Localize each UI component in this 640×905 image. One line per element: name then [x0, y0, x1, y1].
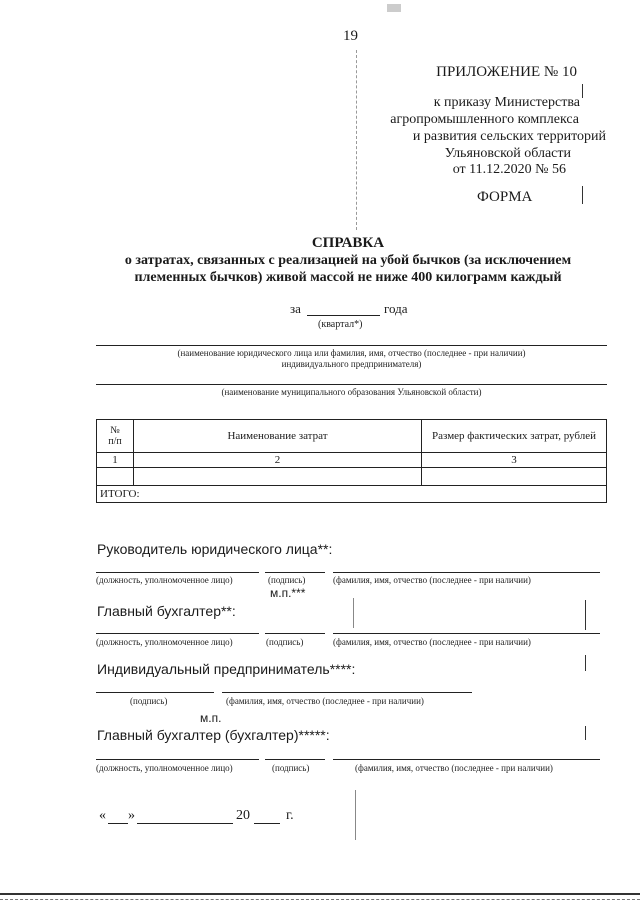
scan-right-edge-mark — [585, 655, 586, 671]
stamp-label: м.п. — [200, 711, 222, 725]
scan-bottom-border — [0, 893, 640, 895]
stamp-label: м.п.*** — [270, 586, 306, 600]
chief-accountant-label: Главный бухгалтер**: — [97, 603, 236, 619]
header-cell-cost-name: Наименование затрат — [134, 420, 422, 453]
head-caption-position: (должность, уполномоченное лицо) — [96, 575, 233, 585]
doc-title: СПРАВКА — [311, 235, 385, 251]
chief-name-line[interactable] — [333, 633, 600, 634]
header-num-line2: п/п — [108, 436, 122, 447]
date-close-quote: » — [128, 808, 135, 823]
accountant-caption-position: (должность, уполномоченное лицо) — [96, 763, 233, 773]
header-line: и развития сельских территорий — [412, 129, 606, 144]
total-label — [97, 486, 607, 503]
header-line: агропромышленного комплекса — [390, 112, 579, 127]
header-num-line1: № — [110, 425, 120, 436]
accountant-signature-line[interactable] — [265, 759, 325, 760]
accountant-caption-name: (фамилия, имя, отчество (последнее - при наличии) — [355, 763, 553, 773]
chief-caption-name: (фамилия, имя, отчество (последнее - при наличии) — [333, 637, 531, 647]
municipality-caption: (наименование муниципального образования Ульяновской области) — [221, 387, 482, 397]
header-line: к приказу Министерства — [433, 95, 580, 110]
period-prefix: за — [290, 301, 301, 316]
doc-subtitle-line2: племенных бычков) живой массой не ниже 400 килограмм каждый — [134, 270, 562, 285]
entrepreneur-caption-name: (фамилия, имя, отчество (последнее - при наличии) — [226, 696, 424, 706]
table-cell: 2 — [134, 453, 422, 468]
scan-mid-mark — [353, 598, 354, 628]
appendix-title: ПРИЛОЖЕНИЕ № 10 — [436, 64, 577, 80]
scan-bottom-border — [0, 899, 640, 900]
form-label: ФОРМА — [477, 189, 533, 205]
date-day-line[interactable] — [108, 823, 128, 824]
chief-position-line[interactable] — [96, 633, 259, 634]
legal-entity-input-line[interactable] — [96, 345, 607, 346]
table-cell: 3 — [422, 453, 607, 468]
costs-table — [96, 419, 607, 503]
page-number: 19 — [343, 28, 358, 44]
header-cell-cost-amount: Размер фактических затрат, рублей — [422, 420, 607, 453]
accountant-label: Главный бухгалтер (бухгалтер)*****: — [97, 727, 330, 743]
date-year-prefix: 20 — [236, 808, 250, 823]
legal-entity-caption: (наименование юридического лица или фамилия, имя, отчество (последнее - при наличии) — [177, 348, 526, 358]
total-label-text: ИТОГО: — [100, 488, 140, 500]
table-total-row — [97, 486, 607, 503]
table-cell[interactable] — [97, 468, 134, 486]
date-open-quote: « — [99, 808, 106, 823]
table-cell[interactable] — [422, 468, 607, 486]
table-header-row — [97, 420, 607, 453]
scan-mark-top — [387, 4, 401, 12]
date-month-line[interactable] — [137, 823, 233, 824]
header-line: Ульяновской области — [444, 146, 571, 161]
head-position-line[interactable] — [96, 572, 259, 573]
head-caption-name: (фамилия, имя, отчество (последнее - при наличии) — [333, 575, 531, 585]
accountant-caption-signature: (подпись) — [272, 763, 310, 773]
period-input-line[interactable] — [307, 315, 380, 316]
municipality-input-line[interactable] — [96, 384, 607, 385]
chief-caption-signature: (подпись) — [266, 637, 304, 647]
accountant-position-line[interactable] — [96, 759, 259, 760]
table-cell: 1 — [97, 453, 134, 468]
table-row — [97, 453, 607, 468]
head-label: Руководитель юридического лица**: — [97, 541, 333, 557]
date-year-suffix: г. — [286, 808, 294, 823]
chief-caption-position: (должность, уполномоченное лицо) — [96, 637, 233, 647]
table-row[interactable] — [97, 468, 607, 486]
entrepreneur-signature-line[interactable] — [96, 692, 214, 693]
date-year-line[interactable] — [254, 823, 280, 824]
period-caption: (квартал*) — [318, 319, 363, 330]
header-cell-number — [97, 420, 134, 453]
entrepreneur-name-line[interactable] — [222, 692, 472, 693]
doc-subtitle-line1: о затратах, связанных с реализацией на убой бычков (за исключением — [124, 253, 572, 268]
scan-fold-line — [356, 50, 357, 230]
scan-right-edge-mark — [585, 726, 586, 740]
scan-right-edge-mark — [582, 186, 583, 204]
header-line: от 11.12.2020 № 56 — [452, 162, 566, 177]
scan-right-edge-mark — [582, 84, 583, 98]
head-signature-line[interactable] — [265, 572, 325, 573]
entrepreneur-label: Индивидуальный предприниматель****: — [97, 661, 356, 677]
entrepreneur-caption-signature: (подпись) — [130, 696, 168, 706]
table-cell[interactable] — [134, 468, 422, 486]
accountant-name-line[interactable] — [333, 759, 600, 760]
scan-mid-mark — [355, 790, 356, 840]
legal-entity-caption: индивидуального предпринимателя) — [281, 359, 422, 369]
scan-right-edge-mark — [585, 600, 586, 630]
period-suffix: года — [384, 301, 408, 316]
head-caption-signature: (подпись) — [268, 575, 306, 585]
head-name-line[interactable] — [333, 572, 600, 573]
chief-signature-line[interactable] — [265, 633, 325, 634]
